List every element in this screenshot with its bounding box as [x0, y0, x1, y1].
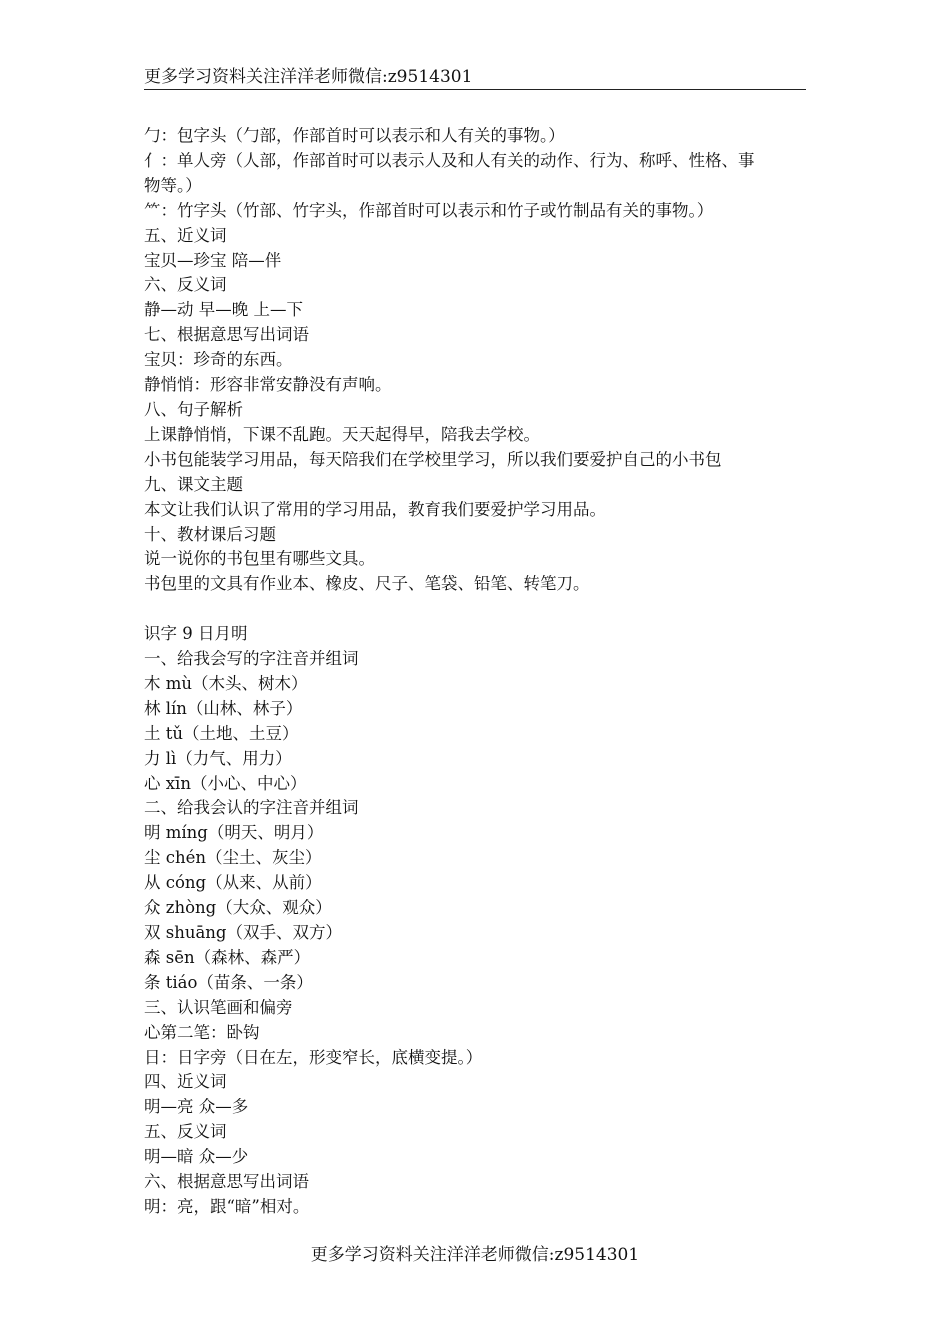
text-line: 日：日字旁（日在左，形变窄长，底横变提。） — [144, 1047, 483, 1067]
text-line: 从 cóng（从来、从前） — [144, 873, 322, 893]
text-line: 识字 9 日月明 — [144, 624, 248, 644]
text-line: 说一说你的书包里有哪些文具。 — [144, 549, 375, 569]
text-line: ⺮：竹字头（竹部、竹字头，作部首时可以表示和竹子或竹制品有关的事物。） — [144, 200, 714, 220]
text-line: 三、认识笔画和偏旁 — [144, 997, 293, 1017]
text-line: 六、反义词 — [144, 275, 227, 295]
text-line: 森 sēn（森林、森严） — [144, 947, 311, 967]
text-line: 书包里的文具有作业本、橡皮、尺子、笔袋、铅笔、转笔刀。 — [144, 574, 590, 594]
text-line: 十、教材课后习题 — [144, 524, 276, 544]
text-line: 条 tiáo（苗条、一条） — [144, 972, 313, 992]
text-line: 小书包能装学习用品，每天陪我们在学校里学习，所以我们要爱护自己的小书包 — [144, 449, 722, 469]
text-line: 本文让我们认识了常用的学习用品，教育我们要爱护学习用品。 — [144, 499, 606, 519]
text-line: 心第二笔：卧钩 — [144, 1022, 260, 1042]
text-line: 宝贝—珍宝 陪—伴 — [144, 250, 282, 270]
text-line: 明—暗 众—少 — [144, 1147, 249, 1167]
text-line: 明—亮 众—多 — [144, 1097, 249, 1117]
text-line: 静—动 早—晚 上—下 — [144, 300, 303, 320]
text-line: 五、近义词 — [144, 225, 227, 245]
text-line: 静悄悄：形容非常安静没有声响。 — [144, 375, 392, 395]
text-line: 明：亮，跟“暗”相对。 — [144, 1196, 310, 1216]
text-line: 尘 chén（尘土、灰尘） — [144, 848, 322, 868]
text-line: 众 zhòng（大众、观众） — [144, 898, 332, 918]
text-line: 六、根据意思写出词语 — [144, 1172, 309, 1192]
page-footer: 更多学习资料关注洋洋老师微信:z9514301 — [310, 1245, 640, 1265]
text-line: 五、反义词 — [144, 1122, 227, 1142]
text-line: 上课静悄悄，下课不乱跑。天天起得早，陪我去学校。 — [144, 424, 540, 444]
text-line: 宝贝：珍奇的东西。 — [144, 350, 293, 370]
text-line: 明 míng（明天、明月） — [144, 823, 324, 843]
text-line: 心 xīn（小心、中心） — [144, 773, 307, 793]
text-line: 土 tǔ（土地、土豆） — [144, 723, 299, 743]
text-line: 八、句子解析 — [144, 399, 243, 419]
text-line: 一、给我会写的字注音并组词 — [144, 649, 359, 669]
text-line: 七、根据意思写出词语 — [144, 325, 309, 345]
text-line — [144, 597, 824, 622]
text-line: 亻：单人旁（人部，作部首时可以表示人及和人有关的动作、行为、称呼、性格、事 — [144, 150, 755, 170]
text-line: 物等。） — [144, 175, 202, 195]
text-line: 二、给我会认的字注音并组词 — [144, 798, 359, 818]
text-line: 四、近义词 — [144, 1072, 227, 1092]
page-header: 更多学习资料关注洋洋老师微信:z9514301 — [144, 66, 806, 90]
text-line: 勹：包字头（勹部，作部首时可以表示和人有关的事物。） — [144, 126, 565, 145]
text-line: 力 lì（力气、用力） — [144, 748, 292, 768]
document-body — [144, 124, 824, 1220]
text-line: 木 mù（木头、树木） — [144, 673, 308, 693]
text-line: 双 shuāng（双手、双方） — [144, 922, 342, 942]
text-line: 九、课文主题 — [144, 474, 243, 494]
text-line: 林 lín（山林、林子） — [144, 698, 303, 718]
